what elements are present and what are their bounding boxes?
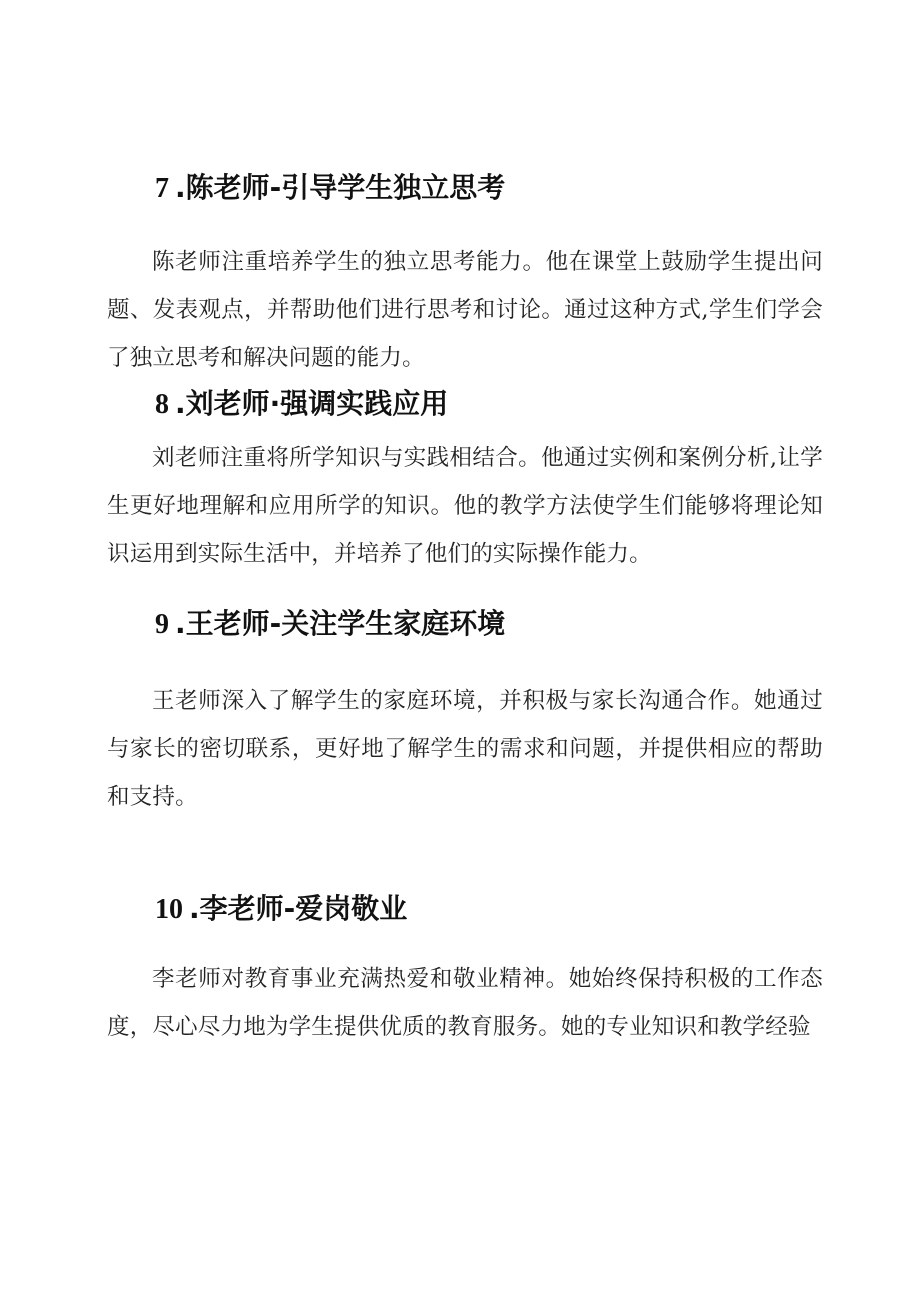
section-number: 8 bbox=[155, 389, 169, 420]
section-paragraph-10: 李老师对教育事业充满热爱和敬业精神。她始终保持积极的工作态度，尽心尽力地为学生提供优质的教育服务。她的专业知识和教学经验 bbox=[107, 966, 823, 1040]
section-title: .陈老师-引导学生独立思考 bbox=[175, 171, 506, 204]
section-title: .王老师-关注学生家庭环境 bbox=[175, 607, 506, 640]
section-paragraph-7: 陈老师注重培养学生的独立思考能力。他在课堂上鼓励学生提出问题、发表观点，并帮助他们进行思考和讨论。通过这种方式,学生们学会了独立思考和解决问题的能力。 bbox=[107, 249, 823, 371]
section-paragraph-8: 刘老师注重将所学知识与实践相结合。他通过实例和案例分析,让学生更好地理解和应用所学的知识。他的教学方法使学生们能够将理论知识运用到实际生活中，并培养了他们的实际操作能力。 bbox=[107, 445, 823, 567]
section-heading-9 bbox=[155, 606, 855, 643]
section-heading-7 bbox=[155, 170, 855, 207]
section-heading-8 bbox=[155, 386, 855, 423]
section-title: .刘老师·强调实践应用 bbox=[175, 387, 449, 420]
section-number: 7 bbox=[155, 173, 169, 204]
section-number: 9 bbox=[155, 609, 169, 640]
section-title: .李老师-爱岗敬业 bbox=[189, 892, 408, 925]
section-number: 10 bbox=[155, 894, 183, 925]
section-heading-10 bbox=[155, 891, 855, 928]
section-paragraph-9: 王老师深入了解学生的家庭环境，并积极与家长沟通合作。她通过与家长的密切联系，更好地了解学生的需求和问题，并提供相应的帮助和支持。 bbox=[107, 688, 823, 810]
